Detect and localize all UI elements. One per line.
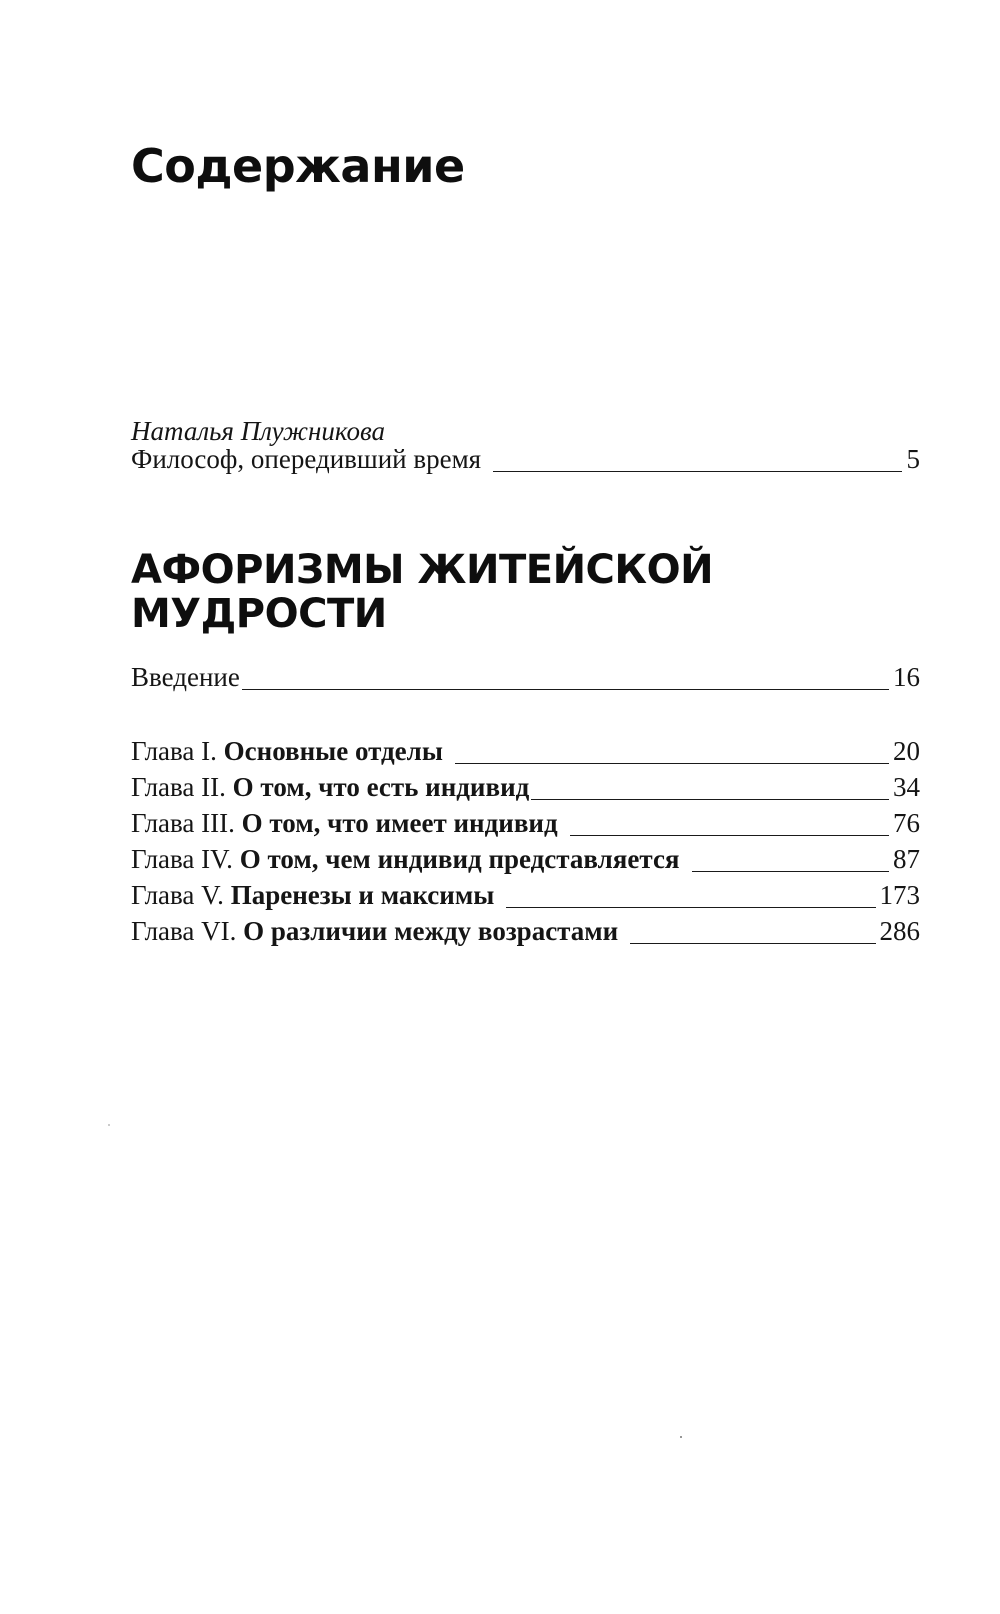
leader-line	[506, 907, 875, 908]
toc-entry-introduction[interactable]	[131, 660, 920, 694]
section-heading-line-1: АФОРИЗМЫ ЖИТЕЙСКОЙ	[131, 547, 714, 593]
leader-line	[455, 763, 889, 764]
scan-speck	[680, 1436, 682, 1438]
leader-line	[570, 835, 889, 836]
chapter-prefix: Глава II.	[131, 772, 226, 802]
chapter-prefix: Глава V.	[131, 880, 224, 910]
contents-heading: Содержание	[131, 139, 465, 193]
leader-line	[493, 471, 902, 472]
toc-page-number: 34	[893, 772, 920, 802]
toc-page-number: 20	[893, 736, 920, 766]
chapter-prefix: Глава III.	[131, 808, 235, 838]
toc-entry-chapter-5[interactable]	[131, 878, 920, 912]
leader-line	[242, 689, 889, 690]
leader-line	[692, 871, 889, 872]
toc-entry-chapter-1[interactable]	[131, 734, 920, 768]
chapter-prefix: Глава VI.	[131, 916, 237, 946]
toc-page-number: 76	[893, 808, 920, 838]
toc-page-number: 87	[893, 844, 920, 874]
toc-page-number: 5	[906, 444, 920, 474]
toc-entry-chapter-4[interactable]	[131, 842, 920, 876]
scan-speck	[108, 1124, 110, 1126]
leader-line	[531, 799, 889, 800]
preface-author: Наталья Плужникова	[131, 416, 386, 446]
toc-entry-chapter-3[interactable]	[131, 806, 920, 840]
section-heading	[131, 548, 713, 636]
toc-entry-title: Введение	[131, 662, 240, 692]
toc-page-number: 173	[879, 880, 920, 910]
chapter-title: О различии между возрастами	[243, 916, 619, 946]
toc-page-number: 286	[879, 916, 920, 946]
chapter-prefix: Глава IV.	[131, 844, 233, 874]
chapter-title: О том, что имеет индивид	[241, 808, 558, 838]
chapter-title: О том, чем индивид представляется	[239, 844, 680, 874]
chapter-title: Паренезы и максимы	[230, 880, 495, 910]
chapter-title: О том, что есть индивид	[232, 772, 530, 802]
chapter-title: Основные отделы	[223, 736, 443, 766]
toc-entry-chapter-6[interactable]	[131, 914, 920, 948]
section-heading-line-2: МУДРОСТИ	[131, 591, 387, 637]
leader-line	[630, 943, 875, 944]
toc-entry-preface[interactable]	[131, 442, 920, 476]
toc-entry-title: Философ, опередивший время	[131, 444, 482, 474]
chapter-prefix: Глава I.	[131, 736, 217, 766]
toc-entry-chapter-2[interactable]	[131, 770, 920, 804]
toc-page-number: 16	[893, 662, 920, 692]
